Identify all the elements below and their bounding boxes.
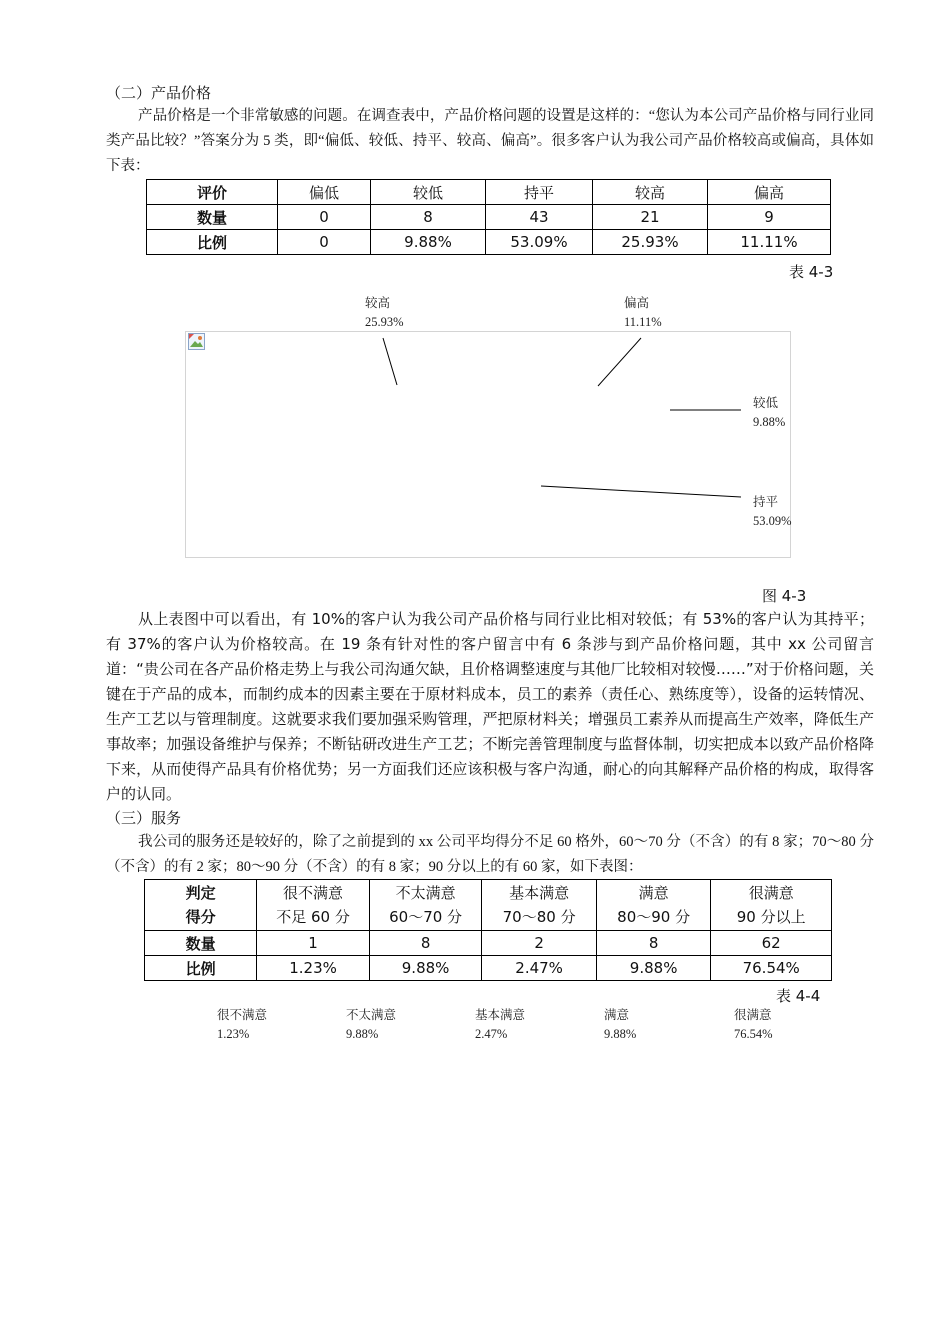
table-cell: 25.93% [593, 230, 708, 255]
table-cell: 2 [482, 931, 597, 956]
pie-label-value: 11.11% [624, 315, 662, 329]
table-cell: 比例 [145, 956, 257, 981]
legend-item-name: 很不满意 [217, 1008, 268, 1022]
table-header-cell: 较高 [593, 180, 708, 205]
service-intro-paragraph [106, 830, 874, 880]
table-header-cell: 很满意 90 分以上 [711, 880, 832, 931]
table-cell: 1.23% [257, 956, 370, 981]
legend-item-name: 很满意 [734, 1008, 772, 1022]
legend-item-name: 满意 [604, 1008, 630, 1022]
table-cell: 9.88% [371, 230, 486, 255]
table-header-cell: 满意 80～90 分 [596, 880, 711, 931]
pie-label-category: 较高 [365, 296, 391, 310]
pie-data-label [365, 294, 404, 332]
table-cell: 8 [371, 205, 486, 230]
service-legend-item [217, 1006, 267, 1044]
table-header-cell: 不太满意 60～70 分 [369, 880, 482, 931]
table-cell: 21 [593, 205, 708, 230]
table-cell: 9.88% [369, 956, 482, 981]
table-cell: 11.11% [708, 230, 831, 255]
pie-label-value: 9.88% [753, 415, 786, 429]
table-cell: 62 [711, 931, 832, 956]
legend-item-value: 76.54% [734, 1027, 773, 1041]
table-header-cell: 较低 [371, 180, 486, 205]
legend-item-value: 9.88% [346, 1027, 379, 1041]
table-cell: 数量 [145, 931, 257, 956]
service-legend-item [346, 1006, 396, 1044]
legend-item-value: 1.23% [217, 1027, 250, 1041]
table-cell: 9.88% [596, 956, 711, 981]
price-analysis-paragraph [106, 607, 874, 807]
table-header-cell: 偏高 [708, 180, 831, 205]
pie-label-category: 持平 [753, 495, 779, 509]
service-intro-text: 我公司的服务还是较好的，除了之前提到的 xx 公司平均得分不足 60 格外，60～70 分（不含）的有 8 家；70～80 分（不含）的有 2 家；80～90 分（不含）的有 8 家；90 分以上的有 60 家，如下表图： [106, 834, 874, 875]
leader-line-piangao [598, 338, 641, 386]
table-header-cell: 评价 [147, 180, 278, 205]
table-caption-4-4: 表 4-4 [776, 987, 821, 1005]
table-cell: 数量 [147, 205, 278, 230]
table-header-cell: 持平 [486, 180, 593, 205]
pie-label-category: 偏高 [624, 296, 650, 310]
pie-label-value: 53.09% [753, 514, 792, 528]
leader-line-chiping [541, 486, 741, 497]
pie-label-value: 25.93% [365, 315, 404, 329]
pie-data-label [624, 294, 662, 332]
table-header-cell: 很不满意 不足 60 分 [257, 880, 370, 931]
table-row [145, 880, 832, 931]
pie-label-category: 较低 [753, 396, 779, 410]
table-cell: 8 [369, 931, 482, 956]
section-heading-price: （二）产品价格 [106, 84, 212, 102]
service-legend-item [475, 1006, 525, 1044]
table-cell: 比例 [147, 230, 278, 255]
table-row [145, 956, 832, 981]
pie-data-label [753, 493, 792, 531]
table-cell: 2.47% [482, 956, 597, 981]
table-header-cell: 偏低 [278, 180, 371, 205]
table-header-cell: 基本满意 70～80 分 [482, 880, 597, 931]
table-cell: 53.09% [486, 230, 593, 255]
table-cell: 43 [486, 205, 593, 230]
service-legend-item [734, 1006, 773, 1044]
table-cell: 76.54% [711, 956, 832, 981]
table-caption-4-3: 表 4-3 [789, 263, 834, 281]
service-legend-item [604, 1006, 636, 1044]
table-cell: 1 [257, 931, 370, 956]
table-cell: 9 [708, 205, 831, 230]
price-analysis-text: 从上表图中可以看出，有 10%的客户认为我公司产品价格与同行业比相对较低；有 53%的客户认为其持平；有 37%的客户认为价格较高。在 19 条有针对性的客户留言中有 6 条涉与到产品价格问题，其中 xx 公司留言道：“贵公司在各产品价格走势上与我公司沟通欠缺，且价格调整速度与其他厂比较相对较慢……”对于价格问题，关键在于产品的成本，而制约成本的因素主要在于原材料成本，员工的素养（责任心、熟练度等），设备的运转情况、生产工艺以与管理制度。这就要求我们要加强采购管理，严把原材料关；增强员工素养从而提高生产效率，降低生产事故率；加强设备维护与保养；不断钻研改进生产工艺；不断完善管理制度与监督体制，切实把成本以致产品价格降下来，从而使得产品具有价格优势；另一方面我们还应该积极与客户沟通，耐心的向其解释产品价格的构成，取得客户的认同。 [106, 610, 874, 803]
legend-item-value: 9.88% [604, 1027, 637, 1041]
pie-data-label [753, 394, 785, 432]
table-cell: 0 [278, 205, 371, 230]
legend-item-value: 2.47% [475, 1027, 508, 1041]
service-table [144, 879, 832, 981]
table-row [145, 931, 832, 956]
pie-leader-lines [0, 0, 950, 600]
figure-caption-4-3: 图 4-3 [762, 587, 807, 605]
table-cell: 0 [278, 230, 371, 255]
legend-item-name: 不太满意 [346, 1008, 397, 1022]
price-intro-text: 产品价格是一个非常敏感的问题。在调查表中，产品价格问题的设置是这样的：“您认为本公司产品价格与同行业同类产品比较？”答案分为 5 类，即“偏低、较低、持平、较高、偏高”。很多客户认为我公司产品价格较高或偏高，具体如下表： [106, 108, 874, 174]
legend-item-name: 基本满意 [475, 1008, 526, 1022]
table-cell: 8 [596, 931, 711, 956]
leader-line-gaogao [383, 338, 397, 385]
section-heading-service: （三）服务 [106, 809, 182, 827]
table-header-cell: 判定 得分 [145, 880, 257, 931]
